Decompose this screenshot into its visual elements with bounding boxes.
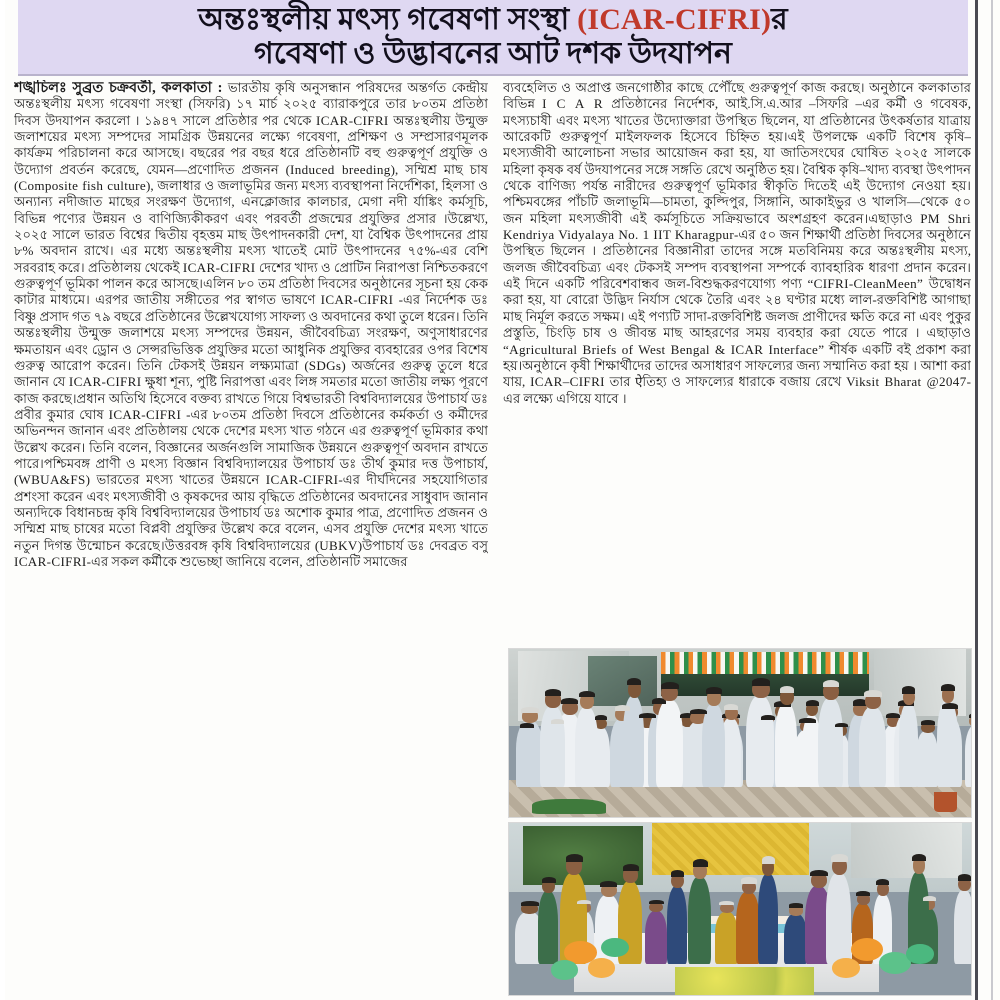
text-run-latin: ICAR-CIFRI bbox=[108, 406, 182, 422]
photo-person-hair bbox=[806, 700, 819, 706]
text-run-latin: “Agricultural Briefs of West Bengal & ICAR Interface” bbox=[503, 341, 825, 357]
text-run-bn: ) অর্জনের গুরুত্ব তুলে ধরে জানান যে bbox=[14, 357, 488, 390]
left-margin-rule bbox=[0, 0, 5, 1000]
text-run-bn: ক্ষুধা শূন্য, পুষ্টি নিরাপত্তা এবং লিঙ্গ সমতার মতো জাতীয় লক্ষ্য পূরণে কাজ করছে।প্রধান অতিথি হিসেবে বক্তব্য রাখতে গিয়ে বিশ্বভারতী বিশ্ববিদ্যালয়ের উপাচার্য ডঃ প্রবীর কুমার ঘোষ bbox=[14, 374, 488, 422]
photo-person-hair bbox=[671, 870, 685, 877]
photo-person-hair bbox=[566, 854, 583, 862]
photo-person-hair bbox=[600, 881, 617, 887]
text-run-bn: অন্তঃস্থলীয় উন্মুক্ত জলাশয়ের মৎস্য সম্পদের সামগ্রিক উন্নয়নের লক্ষ্যে গবেষণা, প্রশিক্ষণ ও সম্প্রসারণমূলক কার্যক্রম পরিচালনা করে আসছে। বছরের পর বছর ধরে প্রতিষ্ঠানটি বহু গুরুত্বপূর্ণ প্রযুক্তি ও উদ্যোগ প্রবর্তন করেছে, যেমন—প্রণোদিত প্রজনন ( bbox=[14, 112, 488, 177]
photo-person-hair bbox=[545, 689, 562, 696]
photo2-floral-arrangement bbox=[675, 967, 814, 995]
photo-person bbox=[965, 725, 972, 787]
photo-person-hair bbox=[752, 678, 770, 686]
text-run-latin: ICAR-CIFRI bbox=[316, 112, 389, 128]
text-run-latin: PM Shri Kendriya Vidyalaya No. 1 IIT Kharagpur bbox=[503, 210, 971, 243]
photo-person-hair bbox=[762, 856, 775, 864]
photo-person bbox=[899, 703, 919, 786]
headline-line-1-text-after: র bbox=[771, 3, 788, 36]
photo-person-hair bbox=[921, 720, 936, 725]
photo-person-hair bbox=[521, 707, 539, 713]
text-run-latin: ICAR-CIFRI bbox=[182, 259, 256, 275]
photo-person-hair bbox=[789, 903, 804, 907]
photo-person-hair bbox=[741, 877, 757, 883]
photo2-balloon bbox=[906, 944, 934, 964]
text-run-latin: ICAR-CIFRI bbox=[68, 374, 142, 390]
byline: শঙ্খচিলঃ সুব্রত চক্রবর্তী, কলকাতা : bbox=[14, 80, 223, 96]
photo-person-hair bbox=[690, 709, 707, 715]
photo-person-hair bbox=[623, 864, 639, 871]
photo2-balloon bbox=[551, 960, 579, 980]
text-run-latin: SDGs bbox=[308, 357, 342, 373]
photo-person bbox=[538, 891, 559, 964]
photo-person bbox=[826, 873, 851, 964]
photo-person-hair bbox=[542, 877, 556, 883]
headline-line-1-text-before: অন্তঃস্থলীয় মৎস্য গবেষণা সংস্থা bbox=[198, 3, 578, 36]
photo-person-hair bbox=[595, 715, 608, 720]
photo-person bbox=[736, 892, 760, 964]
text-run-latin: ICAR-CIFRI bbox=[265, 472, 339, 488]
photo-person-hair bbox=[719, 901, 734, 905]
text-run-bn: -এর সকল কর্মীকে শুভেচ্ছা জানিয়ে বলেন, প্রতিষ্ঠানটি সমাজের bbox=[86, 553, 408, 569]
text-run-bn: ব্যবহেলিত ও অপ্রাপ্ত জনগোষ্ঠীর কাছে পেৌঁছে গুরুত্বপূর্ণ কাজ করছে। অনুষ্ঠানে কলকাতার বিভিন্ন bbox=[503, 80, 971, 112]
photo-person-hair bbox=[831, 854, 847, 862]
photo-person bbox=[758, 874, 778, 964]
photo-person bbox=[784, 914, 807, 964]
photo-person-hair bbox=[521, 901, 539, 905]
text-run-latin: ICAR-CIFRI bbox=[320, 292, 394, 308]
photo-person-hair bbox=[661, 682, 679, 689]
photo-person bbox=[656, 700, 683, 787]
photo-person bbox=[954, 890, 972, 965]
photo-person-hair bbox=[649, 900, 664, 905]
text-run-latin: “CIFRI-CleanMeen” bbox=[807, 276, 924, 292]
text-run-latin: I C A R bbox=[542, 96, 605, 112]
text-run-bn: -এর লক্ষ্যে এগিয়ে যাবে । bbox=[503, 374, 971, 406]
photo-person bbox=[688, 877, 711, 964]
left-column-flow bbox=[14, 80, 488, 569]
photo-person bbox=[775, 703, 797, 787]
photo-person-hair bbox=[639, 713, 656, 718]
article-body-left bbox=[14, 80, 488, 570]
photo-person bbox=[540, 706, 565, 787]
text-run-bn: দেশের খাদ্য ও প্রোটিন নিরাপত্তা নিশ্চিতকরণে গুরুত্বপূর্ণ ভূমিকা পালন করে আসছে।এলিন ৮০ তম প্রতিষ্ঠা দিবসের অনুষ্ঠানের সূচনা হয় কেক কাটার মাধ্যমে। এরপর জাতীয় সঙ্গীতের পর স্বাগত ভাষণে bbox=[14, 259, 488, 308]
photo-person-hair bbox=[810, 870, 827, 877]
photo-person-hair bbox=[561, 698, 578, 704]
photo2-balloon bbox=[851, 938, 883, 961]
photo-person-hair bbox=[941, 684, 954, 691]
text-run-bn: তার ऐতিহ্য ও সাফল্যের ধারাকে বজায় রেখে bbox=[604, 374, 847, 390]
photo-person-hair bbox=[942, 703, 958, 709]
photo1-crowd bbox=[509, 693, 971, 787]
headline-acronym-icar-cifri: (ICAR-CIFRI) bbox=[577, 3, 772, 36]
headline-banner bbox=[18, 0, 968, 74]
photo-person bbox=[516, 721, 543, 787]
photo-person-hair bbox=[693, 859, 708, 866]
photo-person-hair bbox=[706, 687, 721, 694]
text-run-bn: শীর্ষক একটি বই প্রকাশ করা হয়।অনুষ্ঠানে কৃষী শিক্ষার্থীদের তাদের অসাধারণ সাফল্যের জন্য সম্মানিত করা হয় । আশা করা যায়, bbox=[503, 341, 971, 390]
photo-person bbox=[818, 698, 843, 787]
photo-person bbox=[746, 696, 774, 786]
group-photograph bbox=[508, 648, 972, 818]
photo-person-hair bbox=[761, 715, 775, 720]
right-scan-rule-dark bbox=[975, 0, 978, 1000]
photo-person-hair bbox=[902, 686, 915, 693]
photo-person-hair bbox=[876, 879, 889, 885]
right-column-flow bbox=[503, 80, 971, 406]
photo-person-hair bbox=[823, 680, 840, 688]
photo2-balloon bbox=[832, 958, 860, 978]
photo-person-hair bbox=[579, 691, 595, 698]
text-run-bn: )উপাচার্য ডঃ দেবব্রত বসু bbox=[357, 537, 488, 553]
photo-person-hair bbox=[969, 713, 972, 718]
text-run-bn: -এর ৫০ জন শিক্ষার্থী প্রতিষ্ঠা দিবসের অনুষ্ঠানে উপস্থিত ছিলেন । প্রতিষ্ঠানের বিজ্ঞানীরা তাদের সঙ্গে মতবিনিময় করে অন্তঃস্থলীয় মৎস্য, জলজ জীবৈবচিত্র্য এবং টেকসই সম্পদ ব্যবস্থাপনা সম্পর্কে ব্যাবহারিক ধারণা প্রদান করেন। এই দিনে একটি পরিবেশবান্ধব জল-বিশুদ্ধকরণযোগ্য পণ্য bbox=[503, 227, 971, 292]
text-run-latin: Induced breeding bbox=[290, 161, 391, 177]
photo-person-hair bbox=[886, 713, 900, 718]
photo-person-hair bbox=[551, 719, 565, 724]
photo1-grass-patch bbox=[532, 799, 606, 814]
photo-person-hair bbox=[577, 900, 591, 905]
headline-line-1 bbox=[198, 3, 788, 37]
text-run-bn: -এর দীর্ঘদিনের সহযোগিতার প্রশংসা করেন এবং মৎস্যজীবী ও কৃষকদের আয় বৃদ্ধিতে প্রতিষ্ঠানের অবদানের সাধুবাদ জানান অন্যদিকে বিধানচন্দ্র কৃষি বিশ্ববিদ্যালয়ের উপাচার্য ডঃ অশোক কুমার পাত্র, প্রণোদিত প্রজনন ও সম্মিশ্র মাছ চাষের মতো বিপ্লবী প্রযুক্তির উল্লেখ করে বলেন, এসব প্রযুক্তি দেশের মৎস্য খাতে নতুন দিগন্ত উন্মোচন করেছে।উত্তরবঙ্গ কৃষি বিশ্ববিদ্যালয়ের ( bbox=[14, 472, 488, 553]
photo-person bbox=[645, 911, 667, 965]
photo-person-hair bbox=[615, 705, 630, 711]
text-run-bn: ), সম্মিশ্র মাছ চাষ ( bbox=[14, 161, 488, 194]
photo-person-hair bbox=[835, 723, 848, 728]
text-run-bn: -এর নির্দেশক ডঃ বিষ্ণু প্রসাদ গত ৭৯ বছরে প্রতিষ্ঠানের উল্লেখযোগ্য সাফল্য ও অবদানের কথা তুলে ধরেন। তিনি অন্তঃস্থলীয় উন্মুক্ত জলাশয়ে মৎস্য সম্পদের উন্নয়ন, জীবৈবচিত্র্য সংরক্ষণ, অণুসাধারণের ক্ষমতায়ন এবং ড্রোন ও সেন্সরভিত্তিক প্রযুক্তির মতো আধুনিক প্রযুক্তির ব্যবহারের ওপর বিশেষ গুরুত্ব আরোপ করেন। তিনি টেকসই উন্নয়ন লক্ষ্যমাত্রা ( bbox=[14, 292, 488, 373]
right-scan-rule-light bbox=[991, 0, 993, 1000]
text-run-bn: ), জলাধার ও জলাভূমির জন্য মৎস্য ব্যবস্থাপনা নির্দেশিকা, হিলসা ও অন্যান্য নদীজাত মাছের সংরক্ষণ উদ্যোগ, এনক্লোজার কালচার, মেগা নদী র্যাঙ্কিং কর্মসূচি, বিভিন্ন পণ্যের উন্নয়ন ও বাণিজ্যিকীকরণ এবং পরবর্তী প্রজন্মের প্রযুক্তির প্রসার ।উল্লেখ্য, ২০২৫ সালে ভারত বিশ্বের দ্বিতীয় বৃহত্তম মাছ উৎপাদনকারী দেশ, যা বৈশ্বিক উৎপাদনের প্রায় ৮% অবদান রাখে। এর মধ্যে অন্তঃস্থলীয় মৎস্য খাতেই মোট উৎপাদনের ৭৫%-এর বেশি সরবরাহ করে। প্রতিষ্ঠালয় থেকেই bbox=[14, 178, 488, 275]
text-run-bn: ) ভারতের মৎস্য খাতের উন্নয়নে bbox=[85, 472, 266, 488]
photo-person-hair bbox=[780, 686, 795, 693]
photo-person bbox=[916, 731, 938, 786]
photo-person bbox=[859, 707, 886, 787]
text-run-bn: প্রতিষ্ঠানের নির্দেশক, আই.সি.এ.আর –সিফরি –এর কর্মী ও গবেষক, মৎস্যচাষী এবং মৎস্য খাতের উদ্যোক্তারা উপস্থিত ছিলেন, যা প্রতিষ্ঠানের উৎকর্ষতার যাত্রায় আরেকটি গুরুত্বপূর্ণ মাইলফলক হিসেবে চিহ্নিত হয়।এই উপলক্ষে একটি বিশেষ কৃষি–মৎস্যজীবী আলোচনা সভার আয়োজন করা হয়, যা জাতিসংঘের ঘোষিত ২০২৫ সালকে মহিলা কৃষক বর্ষ উদযাপনের সঙ্গে সঙ্গতি রেখে অনুষ্ঠিত হয়। বৈশ্বিক কৃষি–খাদ্য ব্যবস্থা উৎপাদন থেকে বাণিজ্য পর্যন্ত নারীদের গুরুত্বপূর্ণ ভূমিকার স্বীকৃতি দিতেই এই উদ্যোগ নেওয়া হয়। পশ্চিমবঙ্গের পাঁচটি জলাভূমি—চামতা, কুল্দিপুর, সিঙ্গানি, আকাইভুর ও খালসি—থেকে ৫০ জন মহিলা মৎস্যজীবী এই কর্মসূচিতে সক্রিয়ভাবে অংশগ্রহণ করেন।এছাড়াও bbox=[503, 96, 971, 226]
photo1-flower-pot bbox=[934, 792, 957, 812]
photo-person-hair bbox=[923, 896, 936, 901]
headline-underline bbox=[18, 74, 968, 76]
photo-person-hair bbox=[856, 891, 870, 896]
photo-person-hair bbox=[958, 874, 971, 880]
photo-person bbox=[937, 701, 957, 786]
text-run-latin: UBKV bbox=[319, 537, 358, 553]
text-run-latin: WBUA&FS bbox=[18, 472, 86, 488]
photo2-balloon bbox=[601, 938, 629, 958]
photo-person bbox=[667, 886, 687, 964]
cake-cutting-photograph bbox=[508, 822, 972, 996]
text-run-latin: ICAR-CIFRI bbox=[14, 553, 87, 569]
photo-person-hair bbox=[520, 723, 534, 727]
article-column-right bbox=[503, 80, 971, 640]
article-column-left bbox=[14, 80, 488, 992]
text-run-bn: -এর ৮০তম প্রতিষ্ঠা দিবসে প্রতিষ্ঠানের কর্মকর্তা ও কর্মীদের অভিনন্দন জানান এবং প্রতিষ্ঠালয় থেকে দেশের মৎস্য খাত গঠনে এর গুরুত্বপূর্ণ ভূমিকার কথা উল্লেখ করেন। তিনি বলেন, বিজ্ঞানের অর্জনগুলি সামাজিক উন্নয়নে গুরুত্বপূর্ণ অবদান রাখতে পারে।পশ্চিমবঙ্গ প্রাণী ও মৎস্য বিজ্ঞান বিশ্ববিদ্যালয়ের উপাচার্য ডঃ তীর্থ কুমার দত্ত উপাচার্য, ( bbox=[14, 406, 488, 488]
text-run-latin: Viksit Bharat @2047 bbox=[846, 374, 967, 390]
photo-person-hair bbox=[724, 704, 738, 710]
photo-person-hair bbox=[864, 690, 882, 697]
photo-person-hair bbox=[799, 718, 816, 723]
text-run-bn: ভারতীয় কৃষি অনুসন্ধান পরিষদের অন্তর্গত কেন্দ্রীয় অন্তঃস্থলীয় মৎস্য গবেষণা সংস্থা (সিফরি) ১৭ মার্চ ২০২৫ ব্যারাকপুরে তার ৮০তম প্রতিষ্ঠা দিবস উদযাপন করলো । ১৯৪৭ সালে প্রতিষ্ঠার পর থেকে bbox=[14, 80, 488, 128]
text-run-latin: Composite fish culture bbox=[18, 178, 147, 194]
photo-person bbox=[715, 912, 738, 965]
photo-person-hair bbox=[627, 678, 641, 686]
photo2-balloon bbox=[588, 958, 616, 978]
article-body-right bbox=[503, 80, 971, 407]
headline-line-2: গবেষণা ও উদ্ভাবনের আট দশক উদযাপন bbox=[254, 37, 732, 70]
text-run-latin: ICAR–CIFRI bbox=[530, 374, 605, 390]
photo-person-hair bbox=[912, 854, 926, 862]
text-run-bn: উদ্বোধন করা হয়, যা বোরো উদ্ভিদ নির্যাস থেকে তৈরি এবং ২৪ ঘণ্টার মধ্যে লাল-রক্তবিশিষ্ট আগাছা মাছ নির্মূল করতে সক্ষম। এই পণ্যটি সাদা-রক্তবিশিষ্ট জলজ প্রাণীদের ক্ষতি করে না এবং পুকুর প্রস্তুতি, চিংড়ি চাষ ও জীবন্ত মাছ আহরণের সময় ব্যবহার করা যেতে পারে । এছাড়াও bbox=[503, 276, 971, 341]
